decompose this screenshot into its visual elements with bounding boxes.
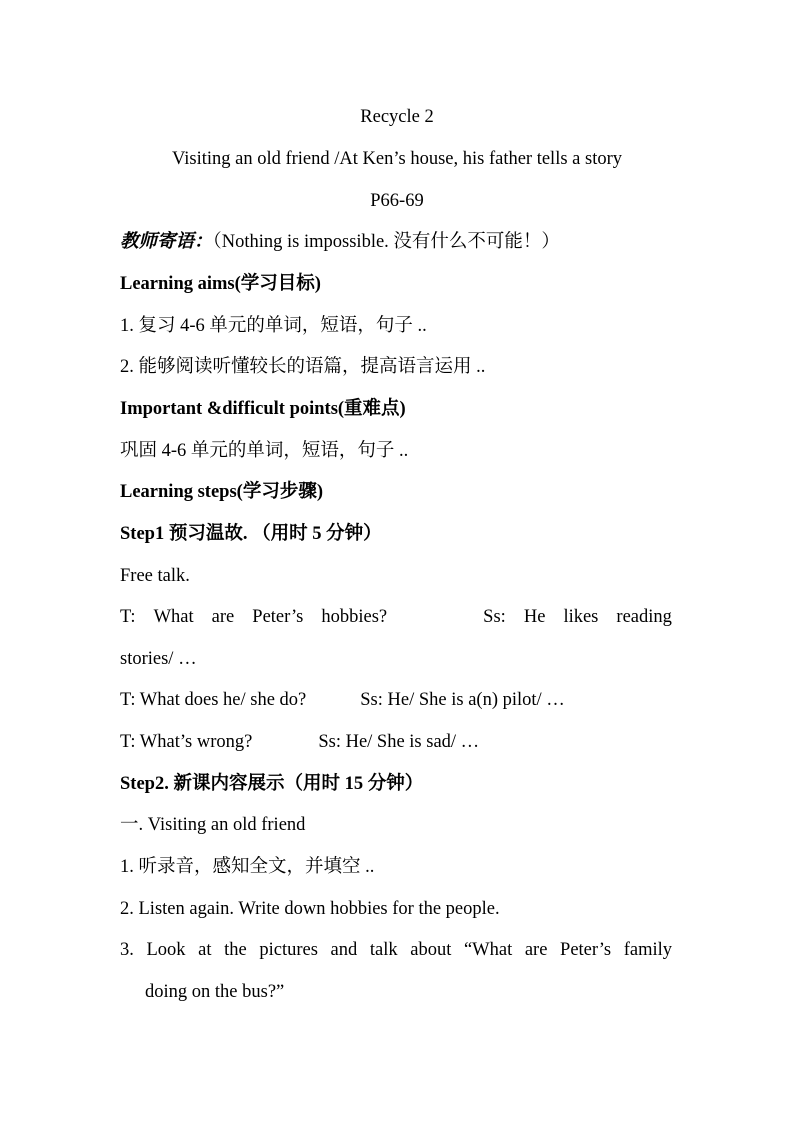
motto-label: 教师寄语： [120,232,213,252]
dialog-word: He [523,607,546,627]
step2-heading: Step2. 新课内容展示（用时 15 分钟） [120,774,424,794]
step2-item-3: 3. Look at the pictures and talk about “What are Peter’s family [120,940,672,960]
points-heading: Important &difficult points(重难点) [120,399,406,419]
dialog-word: What [153,607,194,627]
dialog-word: reading [616,607,672,627]
aim-item-2: 2. 能够阅读听懂较长的语篇，提高语言运用 .. [120,357,486,377]
aim-item-1: 1. 复习 4-6 单元的单词，短语，句子 .. [120,316,427,336]
step2-item-2: 2. Listen again. Write down hobbies for the people. [120,899,500,919]
aims-heading: Learning aims(学习目标) [120,274,321,294]
dialog-word: Ss: [483,607,506,627]
part-one-heading: 一. Visiting an old friend [120,815,306,835]
student-answer: Ss: He/ She is sad/ … [318,732,480,752]
step2-item-1: 1. 听录音，感知全文，并填空 .. [120,857,375,877]
motto-text: （Nothing is impossible. 没有什么不可能！） [212,232,560,252]
page-range: P66-69 [370,191,424,211]
subtitle: Visiting an old friend /At Ken’s house, his father tells a story [171,149,622,169]
steps-heading: Learning steps(学习步骤) [120,482,323,502]
teacher-question: T: What’s wrong? [120,732,253,752]
dialog-word: T: [120,607,136,627]
dialog-word: are [211,607,235,627]
free-talk: Free talk. [120,566,190,586]
step2-item-3-cont: doing on the bus?” [145,982,285,1002]
dialog-word: likes [563,607,599,627]
dialog-line-1-cont: stories/ … [120,649,197,669]
points-text: 巩固 4-6 单元的单词，短语，句子 .. [120,441,409,461]
dialog-line-2 [120,689,565,711]
dialog-word: Peter’s [252,607,304,627]
dialog-line-3 [120,731,479,753]
dialog-line-1 [120,606,672,628]
student-answer: Ss: He/ She is a(n) pilot/ … [360,690,565,710]
dialog-word: hobbies? [321,607,388,627]
teacher-question: T: What does he/ she do? [120,690,307,710]
teacher-motto [120,231,560,253]
title: Recycle 2 [360,107,434,127]
step1-heading: Step1 预习温故. （用时 5 分钟） [120,524,382,544]
